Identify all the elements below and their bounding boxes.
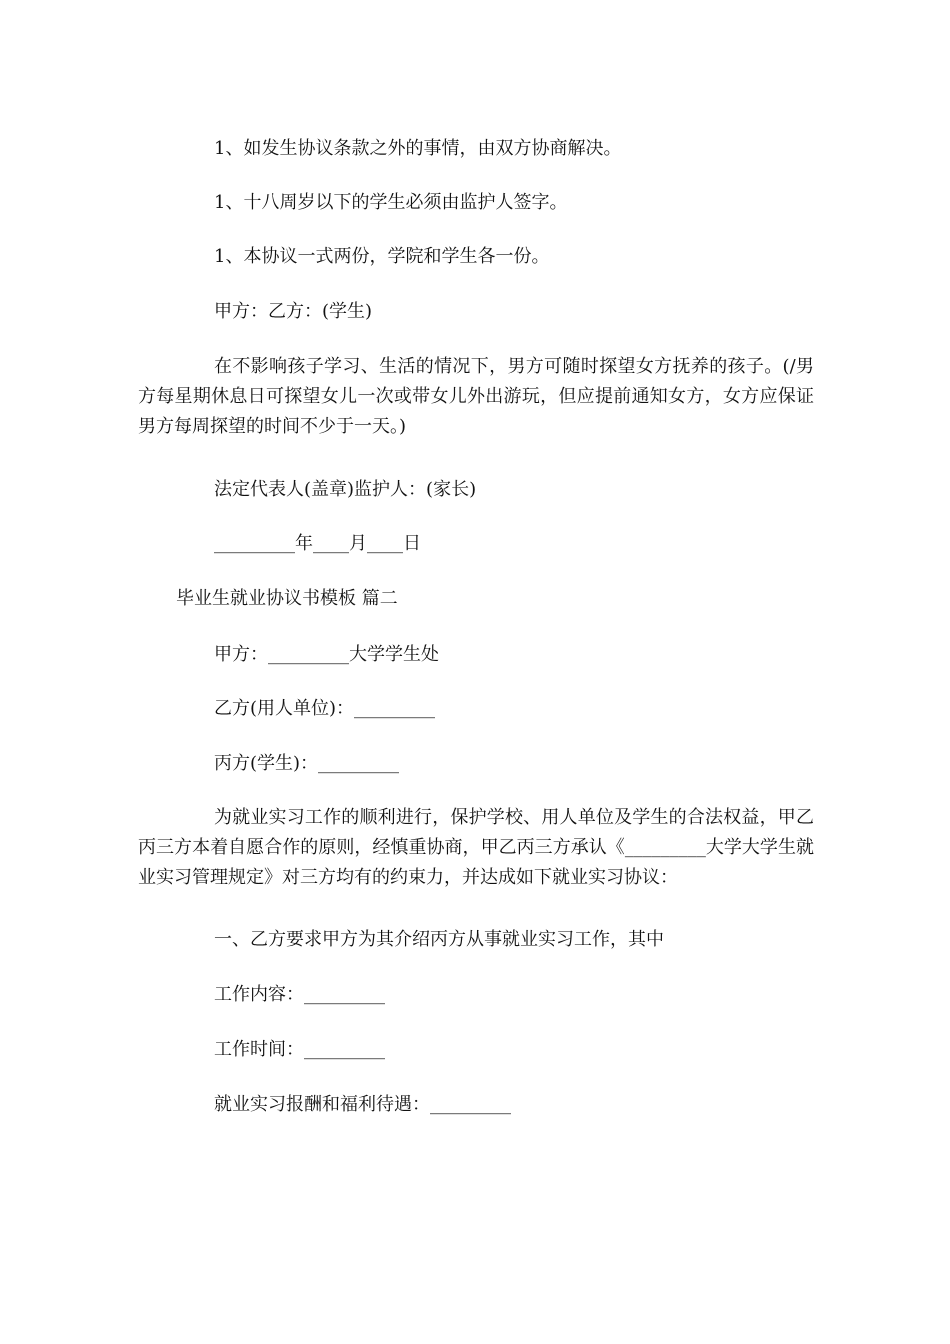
section-title: 毕业生就业协议书模板 篇二 [176, 588, 398, 609]
clause-dispute-resolution: 1、如发生协议条款之外的事情，由双方协商解决。 [214, 138, 622, 159]
party-line: 甲方：乙方：(学生) [214, 301, 373, 322]
signature-line: 法定代表人(盖章)监护人：(家长) [214, 479, 477, 500]
party-b-line: 乙方(用人单位)：_________ [214, 698, 436, 719]
clause-copies: 1、本协议一式两份，学院和学生各一份。 [214, 246, 550, 267]
article-one: 一、乙方要求甲方为其介绍丙方从事就业实习工作，其中 [214, 929, 664, 950]
party-c-line: 丙方(学生)：_________ [214, 753, 400, 774]
work-time-line: 工作时间：_________ [214, 1039, 385, 1060]
work-content-line: 工作内容：_________ [214, 984, 385, 1005]
intro-paragraph: 为就业实习工作的顺利进行，保护学校、用人单位及学生的合法权益，甲乙丙三方本着自愿合作的原则，经慎重协商，甲乙丙三方承认《_________大学大学生就业实习管理规定》对三方均有的约束力，并达成如下就业实习协议： [138, 807, 814, 888]
party-a-line: 甲方：_________大学学生处 [214, 644, 439, 665]
clause-guardian-signature: 1、十八周岁以下的学生必须由监护人签字。 [214, 192, 568, 213]
date-line: _________年____月____日 [214, 533, 421, 554]
compensation-line: 就业实习报酬和福利待遇：_________ [214, 1094, 511, 1115]
visitation-paragraph: 在不影响孩子学习、生活的情况下，男方可随时探望女方抚养的孩子。(/男方每星期休息日可探望女儿一次或带女儿外出游玩，但应提前通知女方，女方应保证男方每周探望的时间不少于一天。) [138, 356, 814, 437]
